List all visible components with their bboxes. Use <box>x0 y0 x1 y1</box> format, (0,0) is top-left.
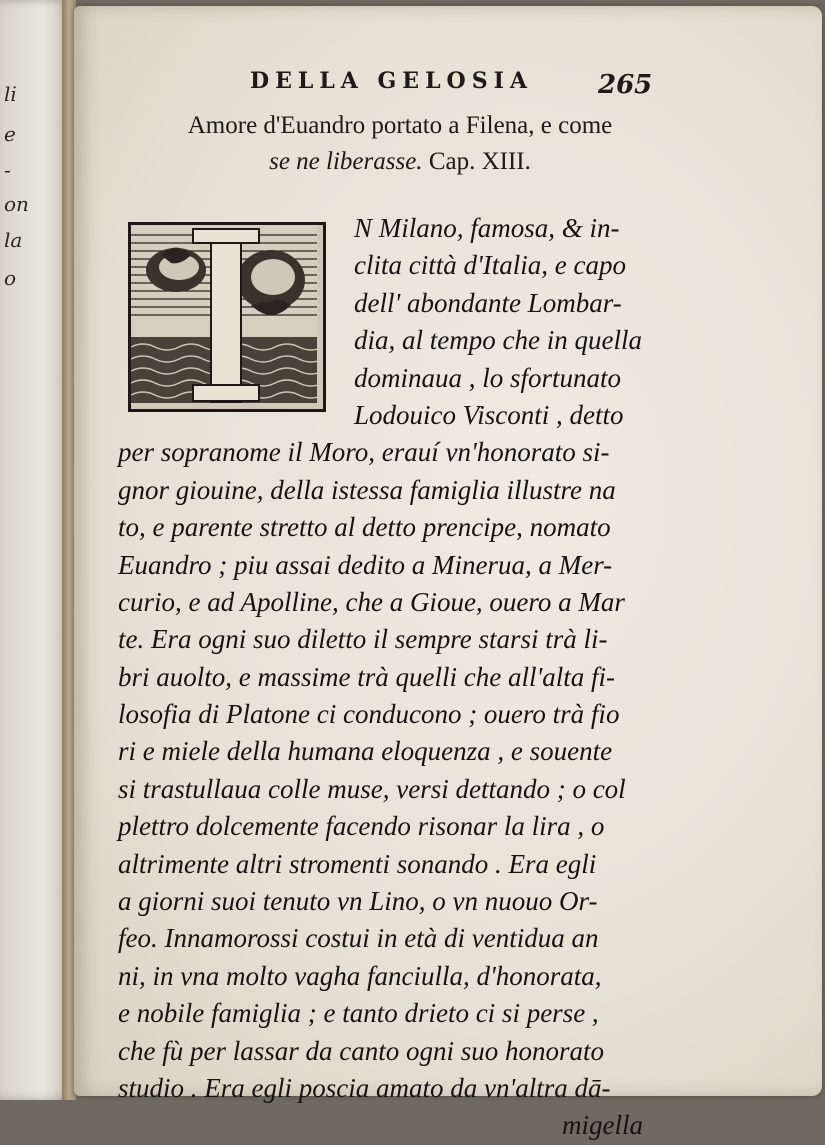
text-line: te. Era ogni suo diletto il sempre starsi trà li- <box>118 624 608 655</box>
facing-page-fragment: - <box>4 158 11 182</box>
text-line: Lodouico Visconti , detto <box>354 399 624 430</box>
text-line: feo. Innamorossi costui in età di ventidua an <box>118 923 599 954</box>
body-text <box>118 210 663 1145</box>
facing-page-fragment: li <box>4 82 17 106</box>
text-line: ni, in vna molto vagha fanciulla, d'honorata, <box>118 960 602 991</box>
facing-page-fragment: e <box>4 122 16 146</box>
text-line: N Milano, famosa, & in- <box>354 213 620 243</box>
chapter-title-line-2-italic: se ne liberasse. <box>269 148 423 175</box>
text-line: che fù per lassar da canto ogni suo honorato <box>118 1035 604 1066</box>
text-line: dominaua , lo sfortunato <box>354 362 622 393</box>
text-line: losofia di Platone ci conducono ; ouero trà fio <box>118 699 620 730</box>
facing-page-fragment: o <box>4 266 17 290</box>
facing-page-fragment: on <box>4 192 29 216</box>
text-line: a giorni suoi tenuto vn Lino, o vn nuouo Or- <box>118 886 598 917</box>
chapter-title-line-2 <box>140 144 660 180</box>
text-line: studio . Era egli poscia amato da vn'altra dā- <box>118 1072 611 1103</box>
catchword: migella <box>562 1110 643 1141</box>
text-line: si trastullaua colle muse, versi dettando ; o col <box>118 773 626 804</box>
chapter-number: Cap. XIII. <box>428 148 531 175</box>
text-line: altrimente altri stromenti sonando . Era egli <box>118 848 597 879</box>
text-line: dell' abondante Lombar- <box>354 287 622 318</box>
chapter-title <box>140 108 660 180</box>
text-line: gnor giouine, della istessa famiglia illustre na <box>118 474 616 505</box>
text-line: bri auolto, e massime trà quelli che all'alta fi- <box>118 661 615 692</box>
page-number: 265 <box>598 70 653 100</box>
facing-page-fragment: la <box>4 228 23 252</box>
text-line: per sopranome il Moro, erauí vn'honorato si- <box>118 437 610 468</box>
text-line: ri e miele della humana eloquenza , e souente <box>118 736 613 767</box>
facing-page-edge <box>0 0 70 1100</box>
text-line: e nobile famiglia ; e tanto drieto ci si perse , <box>118 998 599 1029</box>
text-line: Euandro ; piu assai dedito a Minerua, a Mer- <box>118 549 613 580</box>
running-head: DELLA GELOSIA <box>250 68 533 94</box>
text-line: curio, e ad Apolline, che a Gioue, ouero a Mar <box>118 586 625 617</box>
text-line: to, e parente stretto al detto prencipe, nomato <box>118 512 611 543</box>
text-line: clita città d'Italia, e capo <box>354 250 626 281</box>
chapter-title-line-1: Amore d'Euandro portato a Filena, e come <box>187 112 613 139</box>
text-line: dia, al tempo che in quella <box>354 325 642 356</box>
text-line: plettro dolcemente facendo risonar la lira , o <box>118 811 605 842</box>
